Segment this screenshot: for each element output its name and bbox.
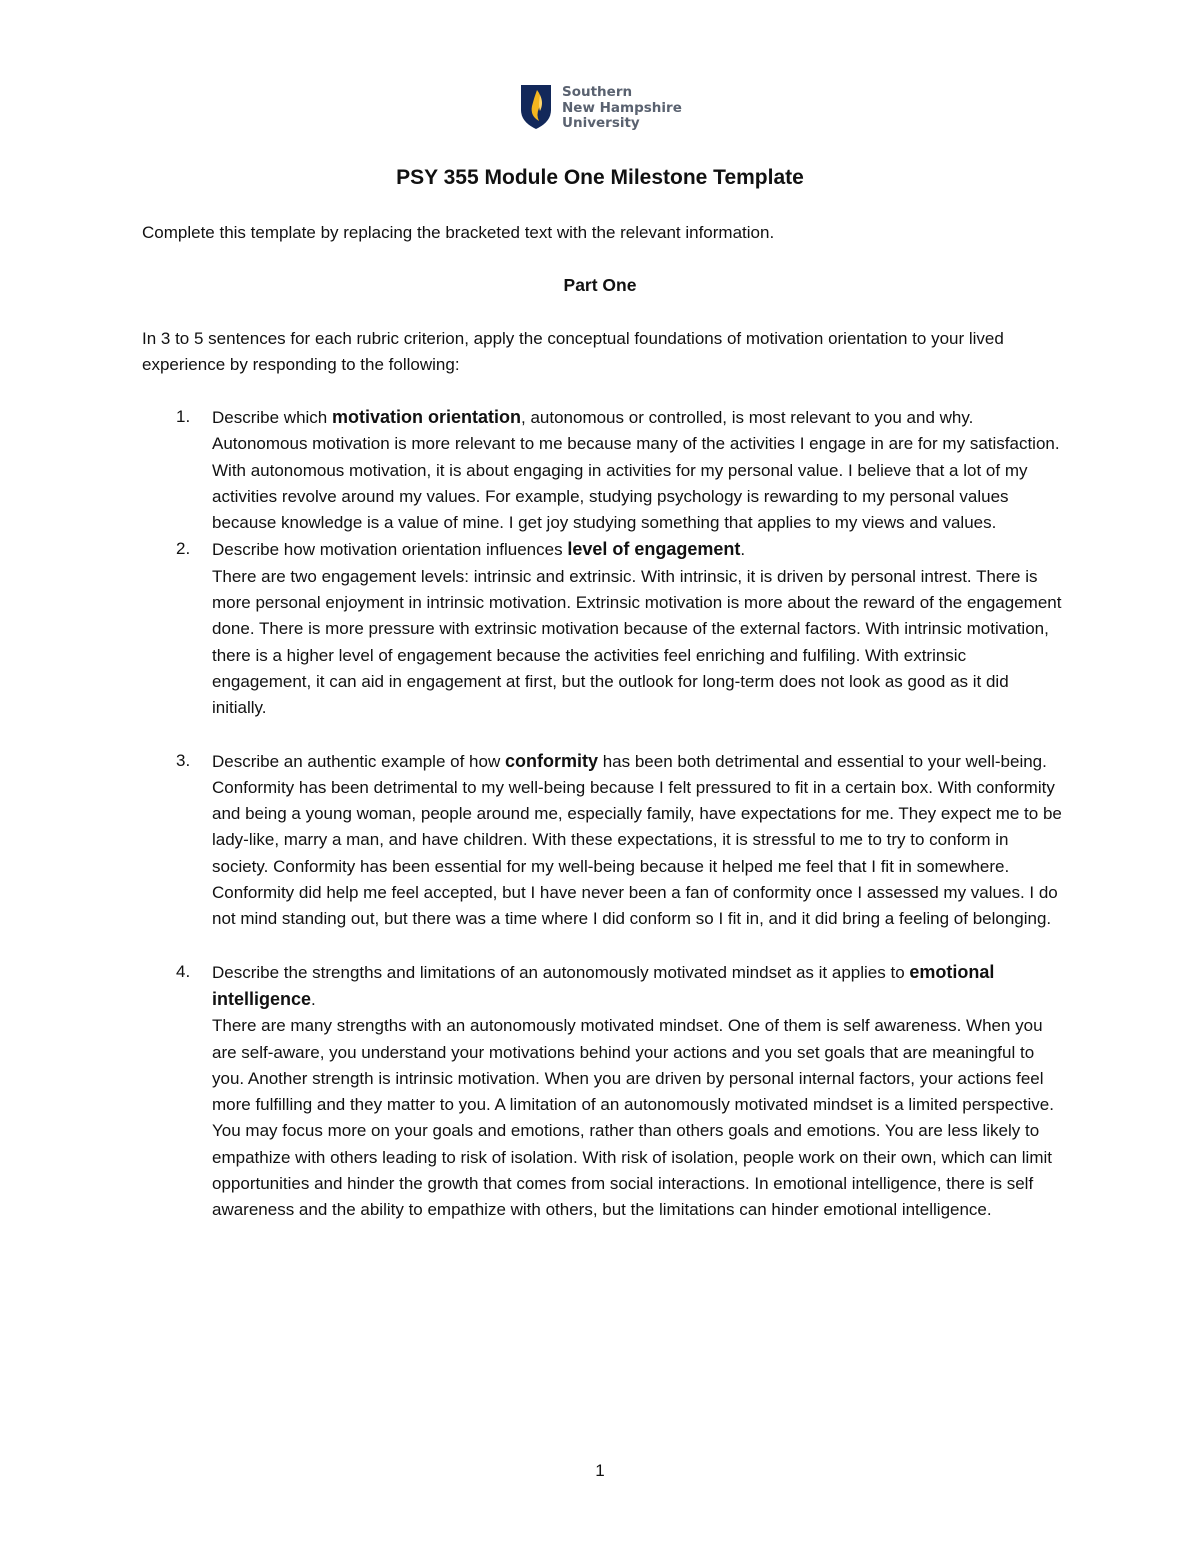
question-item-3 xyxy=(142,748,1062,933)
question-prompt-end: . xyxy=(311,989,316,1009)
university-logo xyxy=(520,84,682,132)
answer-text: There are two engagement levels: intrinsic and extrinsic. With intrinsic, it is driven by personal intrest. There is more personal enjoyment in intrinsic motivation. Extrinsic motivation is more about the reward of the engagement done. There is more pressure with extrinsic motivation because of the external factors. With intrinsic motivation, there is a higher level of engagement because the activities feel enriching and fulfiling. With extrinsic engagement, it can aid in engagement at first, but the outlook for long-term does not look as good as it did initially. xyxy=(212,566,1062,718)
question-prompt: Describe the strengths and limitations of an autonomously motivated mindset as it applies to xyxy=(212,962,910,982)
question-keyword: emotional intelligence xyxy=(212,961,995,1009)
question-prompt-end: has been both detrimental and essential to your well-being. xyxy=(597,751,1047,771)
question-item-4 xyxy=(142,959,1062,1224)
question-number: 2. xyxy=(176,539,191,559)
document-title: PSY 355 Module One Milestone Template xyxy=(396,166,804,189)
question-prompt-end: . xyxy=(740,540,746,560)
question-prompt: Describe how motivation orientation influences xyxy=(212,540,568,560)
question-keyword: level of engagement xyxy=(567,539,741,560)
instruction-text: Complete this template by replacing the bracketed text with the relevant information. xyxy=(142,223,775,242)
answer-text: Conformity has been detrimental to my well-being because I felt pressured to fit in a certain box. With conformity and being a young woman, people around me, especially family, have expectations for me. They expect me to be lady-like, marry a man, and have children. With these expectations, it is stressful to me to try to conform in society. Conformity has been essential for my well-being because it helped me feel that I fit in somewhere. Conformity did help me feel accepted, but I have never been a fan of conformity once I assessed my values. I do not mind standing out, but there was a time where I did conform so I fit in, and it did bring a feeling of belonging. xyxy=(212,777,1062,929)
intro-paragraph: In 3 to 5 sentences for each rubric criterion, apply the conceptual foundations of motivation orientation to your lived experience by responding to the following: xyxy=(142,329,1004,374)
question-item-2 xyxy=(142,536,1062,721)
question-keyword: conformity xyxy=(504,750,598,771)
question-item-1 xyxy=(142,404,1062,536)
logo-wordmark xyxy=(562,85,682,132)
question-number: 3. xyxy=(176,750,191,770)
question-list xyxy=(142,404,1062,1224)
logo-line-2: New Hampshire xyxy=(562,99,682,116)
question-number: 1. xyxy=(176,407,191,426)
question-keyword: motivation orientation xyxy=(332,407,521,427)
question-prompt: Describe which xyxy=(212,408,332,427)
answer-text: There are many strengths with an autonomously motivated mindset. One of them is self awareness. When you are self-aware, you understand your motivations behind your actions and you set goals that are meaningful to you. Another strength is intrinsic motivation. When you are driven by personal internal factors, your actions feel more fulfilling and they matter to you. A limitation of an autonomously motivated mindset is a limited perspective. You may focus more on your goals and emotions, rather than others goals and emotions. You are less likely to empathize with others leading to risk of isolation. With risk of isolation, people work on their own, which can limit opportunities and hinder the growth that comes from social interactions. In emotional intelligence, there is self awareness and the ability to empathize with others, but the limitations can hinder emotional intelligence. xyxy=(212,1016,1054,1220)
answer-text: Autonomous motivation is more relevant to me because many of the activities I engage in are for my satisfaction. With autonomous motivation, it is about engaging in activities for my personal value. I believe that a lot of my activities revolve around my values. For example, studying psychology is rewarding to my personal values because knowledge is a value of mine. I get joy studying something that applies to my views and values. xyxy=(212,434,1060,533)
question-number: 4. xyxy=(176,961,191,981)
question-prompt-end: , autonomous or controlled, is most relevant to you and why. xyxy=(521,408,974,427)
shield-flame-icon xyxy=(520,84,552,130)
part-heading: Part One xyxy=(563,275,637,295)
page-number: 1 xyxy=(595,1461,605,1480)
logo-line-1: Southern xyxy=(562,84,633,100)
question-prompt: Describe an authentic example of how xyxy=(212,751,505,771)
logo-line-3: University xyxy=(562,115,640,131)
